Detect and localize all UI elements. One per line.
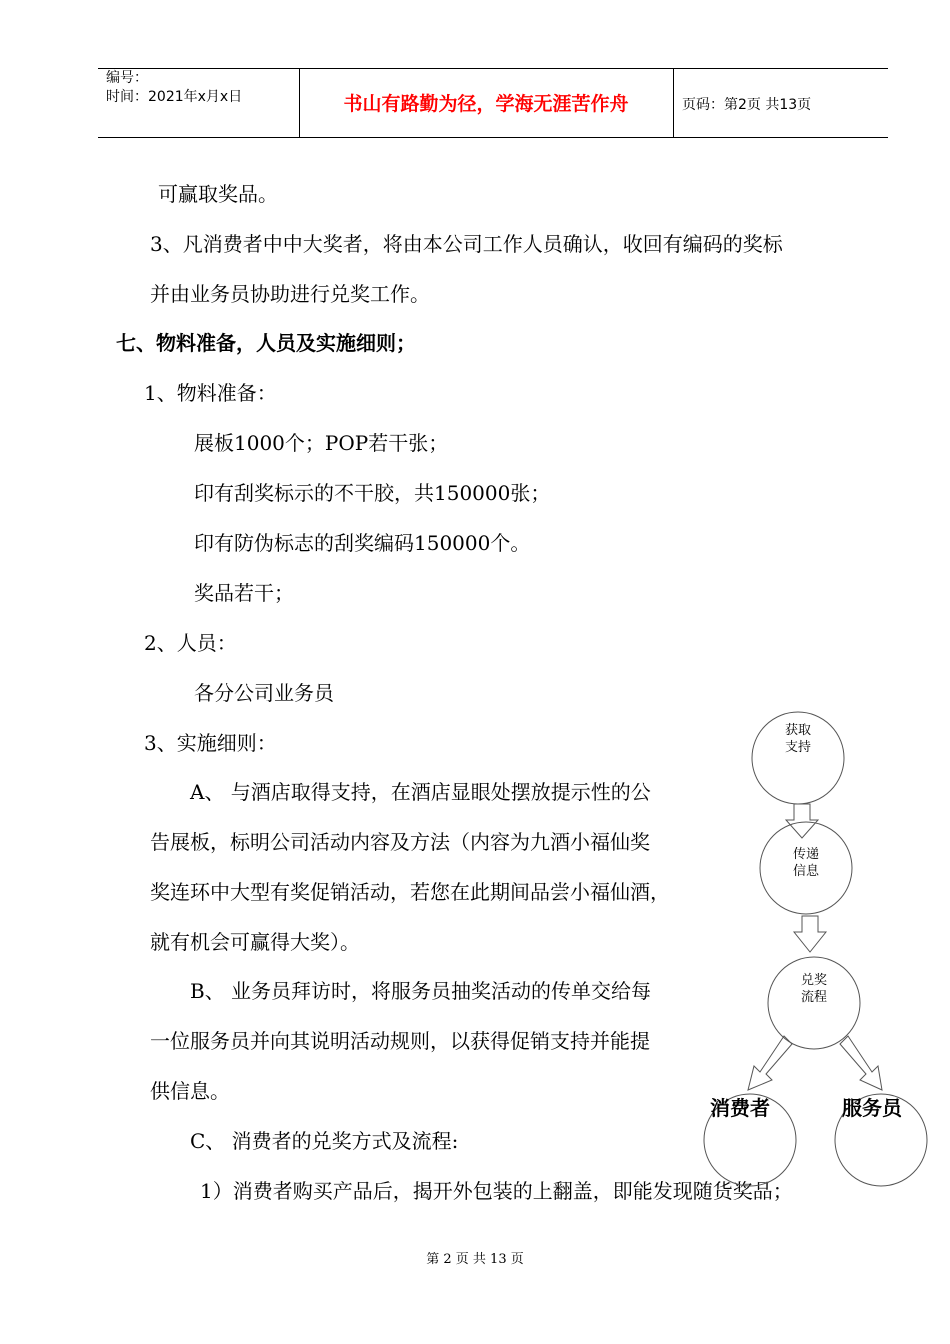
list-item: 1、物料准备： [144,381,277,405]
diagram-node-waiter: 服务员 [842,1096,902,1120]
list-item: 印有防伪标志的刮奖编码150000个。 [194,531,531,555]
flow-arrow [840,1036,882,1090]
paragraph: 可赢取奖品。 [158,182,278,206]
header-motto: 书山有路勤为径，学海无涯苦作舟 [343,93,629,115]
paragraph: 供信息。 [150,1079,230,1103]
paragraph: 告展板，标明公司活动内容及方法（内容为九酒小福仙奖 [150,830,650,854]
page-footer: 第 2 页 共 13 页 [426,1252,524,1267]
paragraph: 3、凡消费者中中大奖者，将由本公司工作人员确认，收回有编码的奖标 [150,232,783,256]
flow-arrow [748,1036,792,1090]
list-item: 奖品若干； [194,581,294,605]
time-label: 时间：2021年x月x日 [106,89,243,105]
list-item: 印有刮奖标示的不干胶，共150000张； [194,481,551,505]
diagram-node-label: 获取 支持 [784,723,811,755]
paragraph: 就有机会可赢得大奖）。 [150,930,360,954]
diagram-node-label: 兑奖 流程 [800,973,827,1005]
paragraph: 一位服务员并向其说明活动规则，以获得促销支持并能提 [150,1029,650,1053]
number-label: 编号： [106,70,148,86]
diagram-node-label: 传递 信息 [792,847,819,879]
flow-arrow [794,916,826,952]
paragraph: B、 业务员拜访时，将服务员抽奖活动的传单交给每 [190,979,652,1003]
paragraph: A、 与酒店取得支持，在酒店显眼处摆放提示性的公 [190,780,651,804]
list-item: 3、实施细则： [144,731,277,755]
paragraph: C、 消费者的兑奖方式及流程: [190,1129,459,1153]
paragraph: 奖连环中大型有奖促销活动，若您在此期间品尝小福仙酒， [150,880,670,904]
paragraph: 1）消费者购买产品后，揭开外包装的上翻盖，即能发现随货奖品； [200,1179,793,1203]
diagram-node-consumer: 消费者 [710,1096,770,1120]
list-item: 展板1000个；POP若干张； [194,431,449,455]
list-item: 2、人员： [144,631,237,655]
paragraph: 并由业务员协助进行兑奖工作。 [150,282,430,306]
page-indicator: 页码：第2页 共13页 [682,97,812,113]
flow-arrow [786,804,818,838]
list-item: 各分公司业务员 [194,681,334,705]
section-title: 七、物料准备，人员及实施细则； [116,331,416,355]
